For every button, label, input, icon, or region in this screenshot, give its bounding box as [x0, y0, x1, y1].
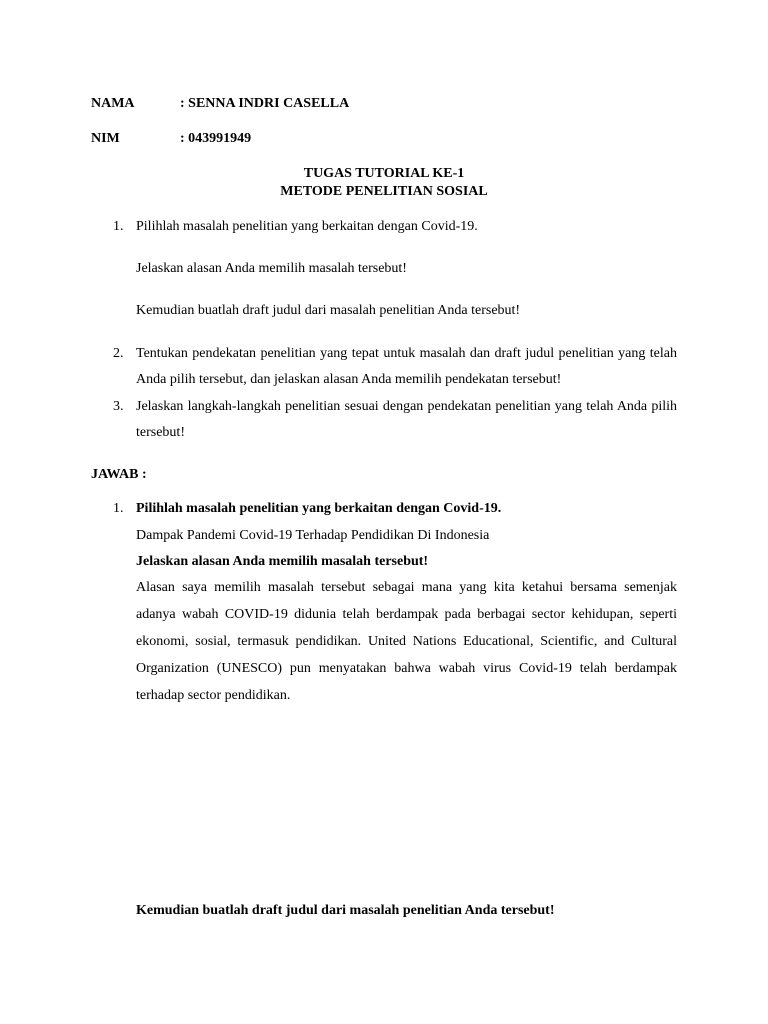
question-1-line-b: Jelaskan alasan Anda memilih masalah tersebut! [136, 261, 407, 276]
nim-label: NIM [91, 131, 120, 146]
name-label: NAMA [91, 96, 135, 111]
answer-question-2: Jelaskan alasan Anda memilih masalah tersebut! [136, 554, 429, 569]
answer-question-3: Kemudian buatlah draft judul dari masalah penelitian Anda tersebut! [136, 903, 555, 918]
question-1-line-c: Kemudian buatlah draft judul dari masalah penelitian Anda tersebut! [136, 303, 521, 318]
question-2-number: 2. [113, 346, 124, 361]
question-3-text: Jelaskan langkah-langkah penelitian sesuai dengan pendekatan penelitian yang telah Anda pilih tersebut! [136, 399, 677, 440]
answer-question-1: Pilihlah masalah penelitian yang berkaitan dengan Covid-19. [136, 501, 502, 516]
question-3-number: 3. [113, 399, 124, 414]
answer-heading: JAWAB : [91, 467, 147, 482]
answer-1-number: 1. [113, 501, 124, 516]
question-2-text: Tentukan pendekatan penelitian yang tepat untuk masalah dan draft judul penelitian yang telah Anda pilih tersebut, dan jelaskan alasan Anda memilih pendekatan tersebut! [136, 346, 677, 387]
nim-value: : 043991949 [180, 131, 252, 146]
document-title-line-2: METODE PENELITIAN SOSIAL [280, 184, 488, 199]
document-title-line-1: TUGAS TUTORIAL KE-1 [303, 166, 465, 181]
question-1-line-a: Pilihlah masalah penelitian yang berkaitan dengan Covid-19. [136, 219, 478, 234]
name-value: : SENNA INDRI CASELLA [180, 96, 350, 111]
answer-topic: Dampak Pandemi Covid-19 Terhadap Pendidikan Di Indonesia [136, 528, 490, 543]
question-1-number: 1. [113, 219, 124, 234]
answer-reason: Alasan saya memilih masalah tersebut sebagai mana yang kita ketahui bersama semenjak adanya wabah COVID-19 didunia telah berdampak pada berbagai sector kehidupan, seperti ekonomi, sosial, termasuk pendidikan. United Nations Educational, Scientific, and Cultural Organization (UNESCO) pun menyatakan bahwa wabah virus Covid-19 telah berdampak terhadap sector pendidikan. [136, 580, 677, 703]
